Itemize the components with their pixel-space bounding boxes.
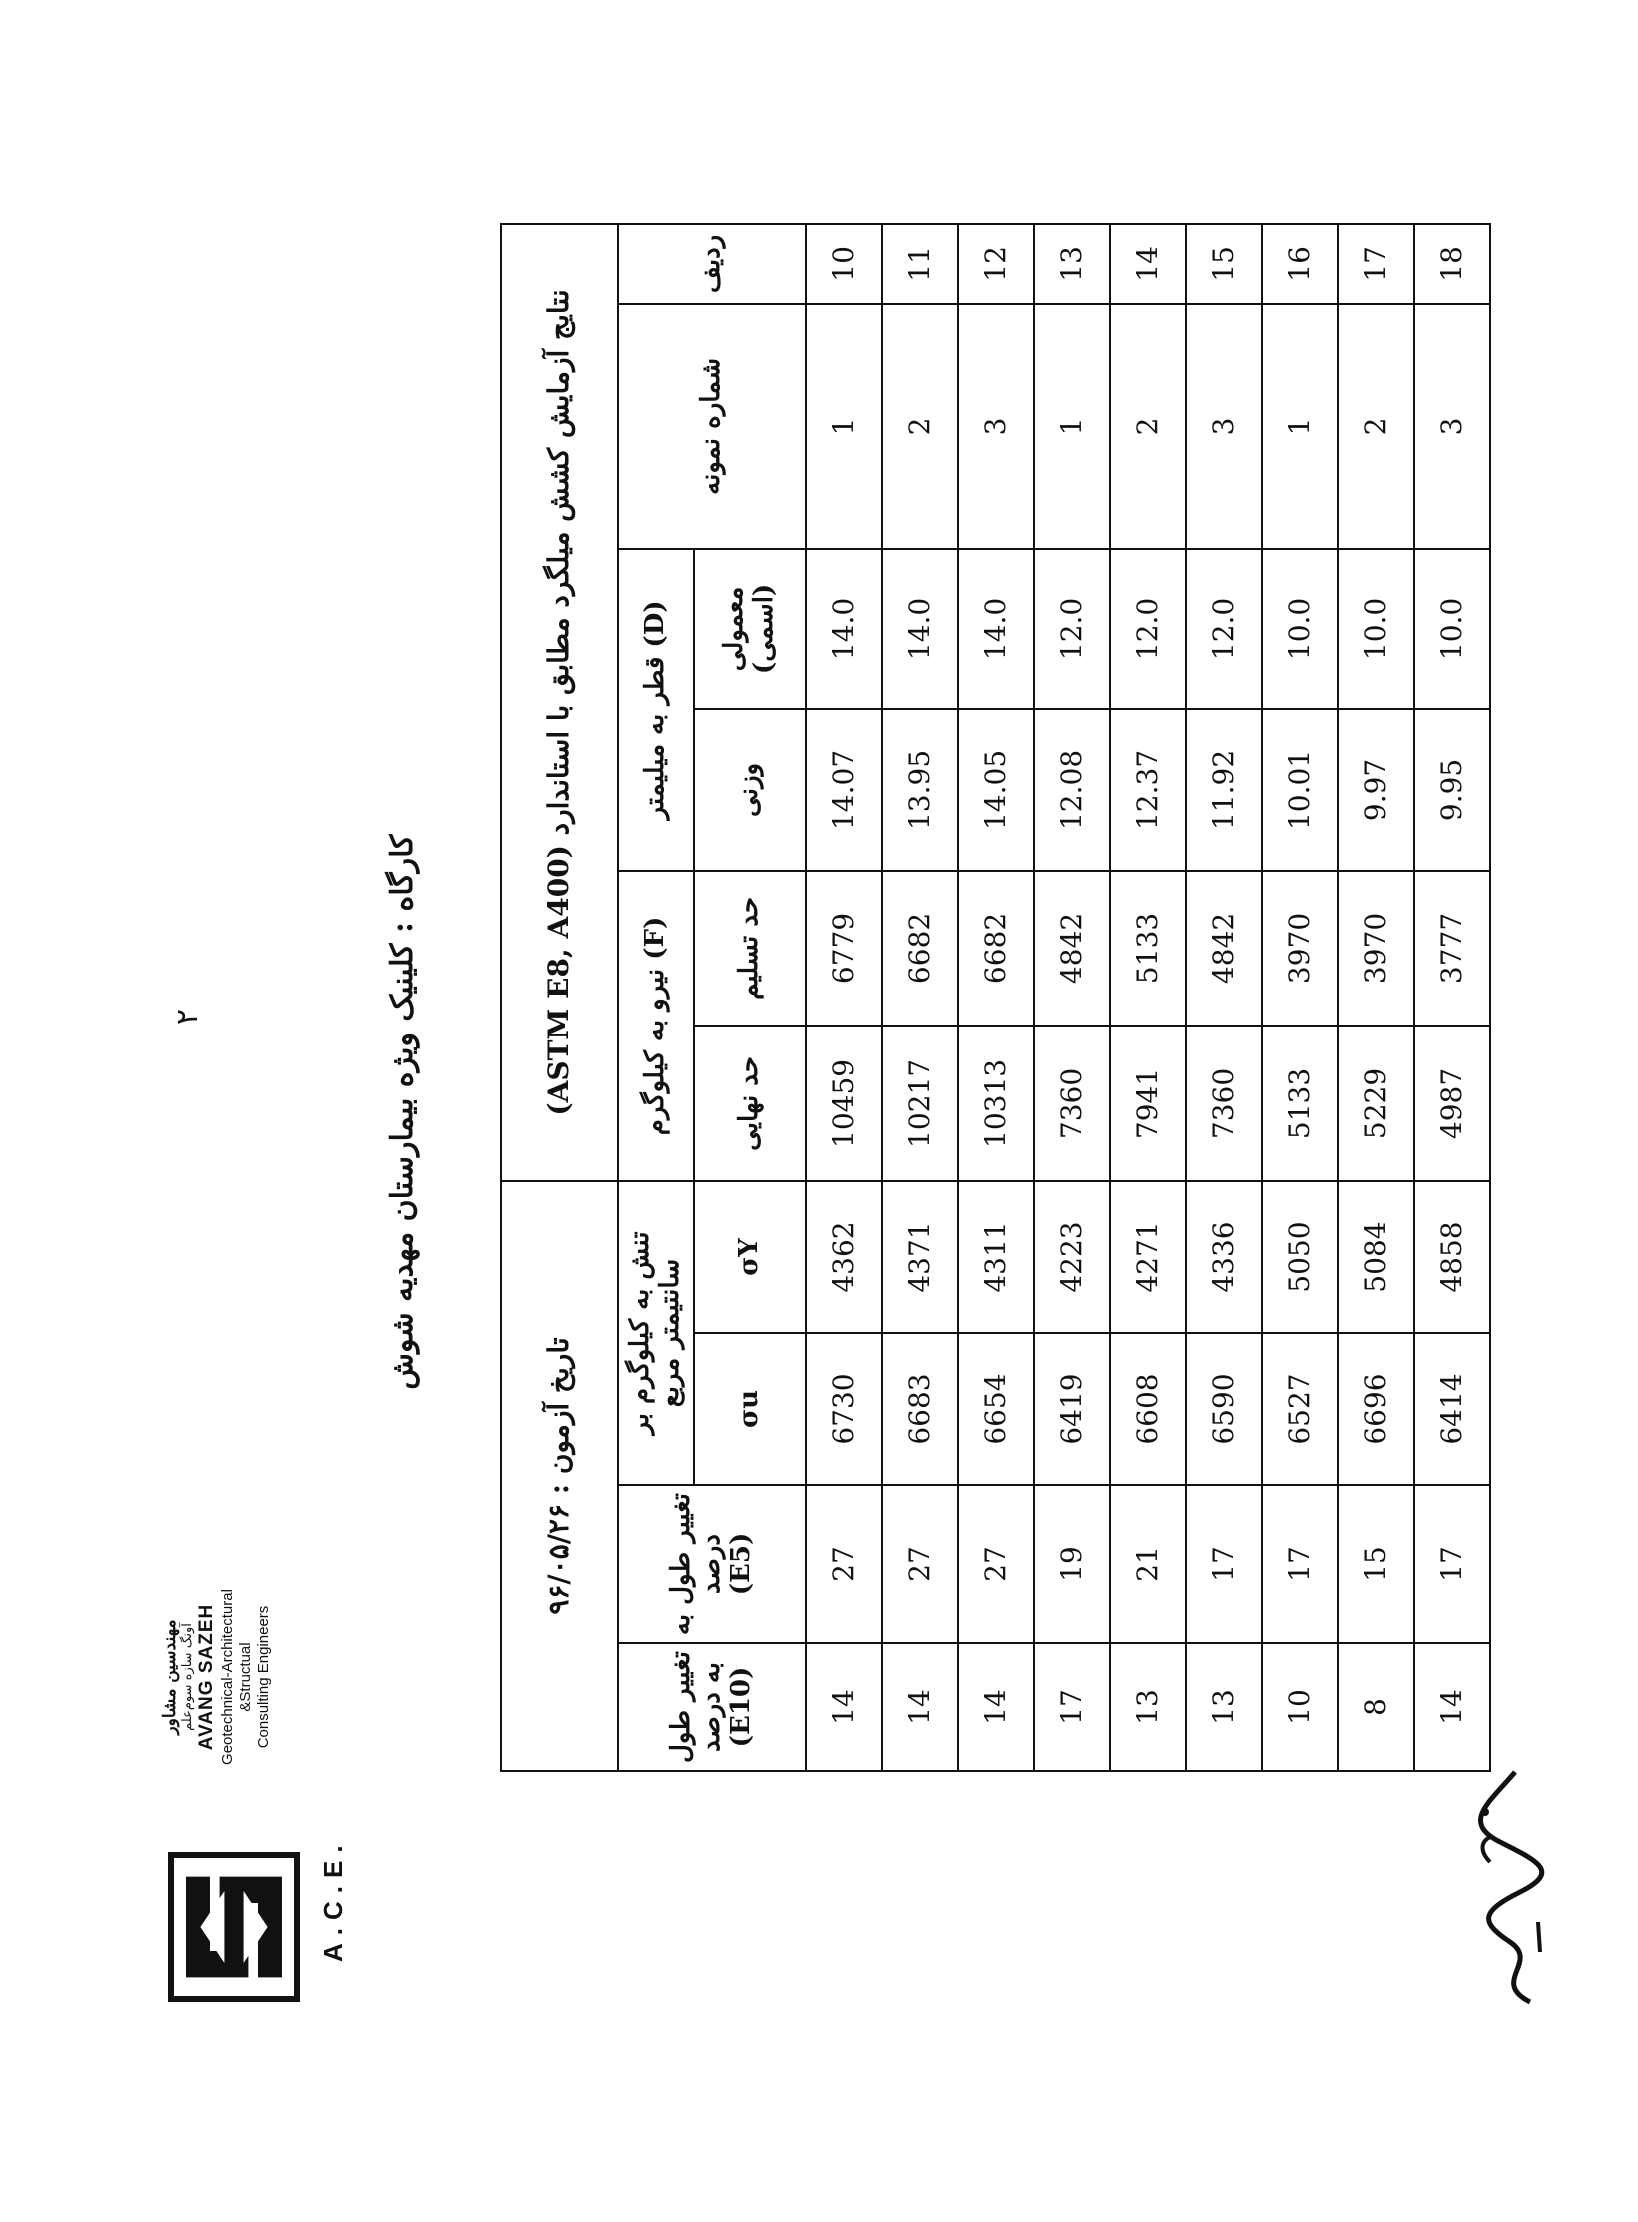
cell-weight: 10.01 bbox=[1262, 709, 1338, 871]
cell-yield: 4842 bbox=[1034, 871, 1110, 1026]
col-e10-header bbox=[618, 1643, 806, 1771]
cell-nominal: 12.0 bbox=[1186, 549, 1262, 709]
cell-weight: 9.95 bbox=[1414, 709, 1490, 871]
test-date-cell: تاریخ آزمون : ۹۶/۰۵/۲۶ bbox=[501, 1181, 618, 1771]
table-row bbox=[1262, 224, 1338, 1771]
cell-nominal: 12.0 bbox=[1110, 549, 1186, 709]
document-title: کارگاه : کلینیک ویژه بیمارستان مهدیه شوش bbox=[385, 834, 420, 1390]
cell-nominal: 14.0 bbox=[958, 549, 1034, 709]
cell-sample: 3 bbox=[958, 304, 1034, 549]
table-row bbox=[1414, 224, 1490, 1771]
page-number: ۲ bbox=[170, 1008, 205, 1026]
cell-weight: 11.92 bbox=[1186, 709, 1262, 871]
cell-yield: 3777 bbox=[1414, 871, 1490, 1026]
table-body bbox=[806, 224, 1490, 1771]
cell-sy: 5084 bbox=[1338, 1181, 1414, 1333]
cell-ultimate: 10217 bbox=[882, 1026, 958, 1181]
cell-sample: 3 bbox=[1186, 304, 1262, 549]
table-row bbox=[1338, 224, 1414, 1771]
col-sigma-y-header: σY bbox=[694, 1181, 806, 1333]
cell-yield: 3970 bbox=[1262, 871, 1338, 1026]
col-row-header: ردیف bbox=[618, 224, 806, 304]
cell-su: 6683 bbox=[882, 1333, 958, 1485]
cell-yield: 5133 bbox=[1110, 871, 1186, 1026]
cell-su: 6414 bbox=[1414, 1333, 1490, 1485]
cell-nominal: 10.0 bbox=[1338, 549, 1414, 709]
cell-nominal: 10.0 bbox=[1414, 549, 1490, 709]
cell-weight: 14.05 bbox=[958, 709, 1034, 871]
col-e10-label: تغییر طول به درصد bbox=[666, 1651, 727, 1763]
cell-su: 6419 bbox=[1034, 1333, 1110, 1485]
table-row bbox=[958, 224, 1034, 1771]
cell-e5: 17 bbox=[1414, 1485, 1490, 1643]
cell-sample: 3 bbox=[1414, 304, 1490, 549]
cell-e10: 8 bbox=[1338, 1643, 1414, 1771]
cell-sy: 4311 bbox=[958, 1181, 1034, 1333]
cell-su: 6696 bbox=[1338, 1333, 1414, 1485]
cell-su: 6654 bbox=[958, 1333, 1034, 1485]
cell-e10: 14 bbox=[958, 1643, 1034, 1771]
col-sample-header: شماره نمونه bbox=[618, 304, 806, 549]
cell-e10: 14 bbox=[882, 1643, 958, 1771]
cell-row: 17 bbox=[1338, 224, 1414, 304]
company-name-en: AVANG SAZEH bbox=[195, 1603, 217, 1751]
table-header-title-row bbox=[501, 224, 618, 1771]
col-e5-symbol: (E5) bbox=[725, 1532, 756, 1596]
cell-e5: 19 bbox=[1034, 1485, 1110, 1643]
cell-e5: 21 bbox=[1110, 1485, 1186, 1643]
col-nominal-header: معمولی (اسمی) bbox=[694, 549, 806, 709]
cell-sy: 4858 bbox=[1414, 1181, 1490, 1333]
cell-sample: 1 bbox=[806, 304, 882, 549]
cell-nominal: 14.0 bbox=[882, 549, 958, 709]
cell-sample: 2 bbox=[1110, 304, 1186, 549]
cell-e10: 17 bbox=[1034, 1643, 1110, 1771]
company-line-2: &Structual bbox=[236, 1642, 254, 1712]
company-line-3: Consulting Engineers bbox=[254, 1605, 272, 1749]
cell-e5: 27 bbox=[882, 1485, 958, 1643]
logo-mark-icon bbox=[174, 1858, 294, 1996]
cell-yield: 6682 bbox=[958, 871, 1034, 1026]
cell-ultimate: 10313 bbox=[958, 1026, 1034, 1181]
cell-e5: 17 bbox=[1186, 1485, 1262, 1643]
col-ultimate-header: حد نهایی bbox=[694, 1026, 806, 1181]
cell-sample: 2 bbox=[882, 304, 958, 549]
table-row bbox=[1186, 224, 1262, 1771]
table-row bbox=[1110, 224, 1186, 1771]
cell-su: 6608 bbox=[1110, 1333, 1186, 1485]
cell-weight: 12.08 bbox=[1034, 709, 1110, 871]
cell-weight: 12.37 bbox=[1110, 709, 1186, 871]
cell-row: 14 bbox=[1110, 224, 1186, 304]
cell-yield: 6682 bbox=[882, 871, 958, 1026]
cell-e10: 13 bbox=[1110, 1643, 1186, 1771]
cell-yield: 4842 bbox=[1186, 871, 1262, 1026]
cell-sy: 4271 bbox=[1110, 1181, 1186, 1333]
cell-ultimate: 4987 bbox=[1414, 1026, 1490, 1181]
cell-weight: 13.95 bbox=[882, 709, 958, 871]
cell-row: 16 bbox=[1262, 224, 1338, 304]
cell-su: 6730 bbox=[806, 1333, 882, 1485]
cell-sample: 1 bbox=[1262, 304, 1338, 549]
cell-ultimate: 7941 bbox=[1110, 1026, 1186, 1181]
cell-e10: 14 bbox=[806, 1643, 882, 1771]
table-row bbox=[882, 224, 958, 1771]
cell-ultimate: 5229 bbox=[1338, 1026, 1414, 1181]
cell-row: 10 bbox=[806, 224, 882, 304]
cell-sy: 4371 bbox=[882, 1181, 958, 1333]
cell-ultimate: 7360 bbox=[1034, 1026, 1110, 1181]
cell-e10: 13 bbox=[1186, 1643, 1262, 1771]
col-sigma-u-header: σu bbox=[694, 1333, 806, 1485]
cell-nominal: 10.0 bbox=[1262, 549, 1338, 709]
cell-e5: 15 bbox=[1338, 1485, 1414, 1643]
cell-yield: 3970 bbox=[1338, 871, 1414, 1026]
cell-row: 15 bbox=[1186, 224, 1262, 304]
cell-sy: 4362 bbox=[806, 1181, 882, 1333]
cell-weight: 14.07 bbox=[806, 709, 882, 871]
company-name-fa: مهندسین مشاور bbox=[160, 1619, 180, 1735]
signature-mark-icon bbox=[1460, 1752, 1560, 2012]
cell-weight: 9.97 bbox=[1338, 709, 1414, 871]
col-weight-header: وزنی bbox=[694, 709, 806, 871]
company-logo bbox=[168, 1852, 300, 2002]
cell-sample: 1 bbox=[1034, 304, 1110, 549]
cell-e10: 10 bbox=[1262, 1643, 1338, 1771]
cell-row: 11 bbox=[882, 224, 958, 304]
cell-ultimate: 5133 bbox=[1262, 1026, 1338, 1181]
header-subtitle-cell: نتایج آزمایش کشش میلگرد مطابق با استاندارد (ASTM E8, A400) bbox=[501, 224, 618, 1181]
cell-ultimate: 10459 bbox=[806, 1026, 882, 1181]
col-e5-header bbox=[618, 1485, 806, 1643]
col-yield-header: حد تسلیم bbox=[694, 871, 806, 1026]
col-force-header: (F) نیرو به کیلوگرم bbox=[618, 871, 694, 1181]
cell-yield: 6779 bbox=[806, 871, 882, 1026]
company-name-fa2: آونگ سازه سوم‌علم bbox=[180, 1623, 196, 1731]
cell-sy: 4336 bbox=[1186, 1181, 1262, 1333]
col-stress-header: تنش به کیلوگرم بر سانتیمتر مربع bbox=[618, 1181, 694, 1485]
cell-sy: 4223 bbox=[1034, 1181, 1110, 1333]
company-line-1: Geotechnical-Architectural bbox=[218, 1589, 236, 1765]
col-e5-label: تغییر طول به درصد bbox=[666, 1492, 727, 1636]
cell-e5: 27 bbox=[958, 1485, 1034, 1643]
tensile-test-table bbox=[500, 223, 1491, 1772]
table-header-row bbox=[618, 224, 694, 1771]
signature bbox=[1460, 1752, 1560, 2012]
company-abbr: A.C.E. bbox=[318, 1837, 348, 1962]
cell-sample: 2 bbox=[1338, 304, 1414, 549]
cell-e10: 14 bbox=[1414, 1643, 1490, 1771]
cell-su: 6527 bbox=[1262, 1333, 1338, 1485]
cell-nominal: 14.0 bbox=[806, 549, 882, 709]
cell-ultimate: 7360 bbox=[1186, 1026, 1262, 1181]
cell-nominal: 12.0 bbox=[1034, 549, 1110, 709]
table-row bbox=[806, 224, 882, 1771]
cell-row: 18 bbox=[1414, 224, 1490, 304]
company-name-block bbox=[160, 1512, 273, 1842]
cell-row: 12 bbox=[958, 224, 1034, 304]
cell-sy: 5050 bbox=[1262, 1181, 1338, 1333]
cell-e5: 17 bbox=[1262, 1485, 1338, 1643]
table-row bbox=[1034, 224, 1110, 1771]
cell-e5: 27 bbox=[806, 1485, 882, 1643]
cell-row: 13 bbox=[1034, 224, 1110, 304]
col-e10-symbol: (E10) bbox=[725, 1666, 756, 1748]
col-diameter-header: (D) قطر به میلیمتر bbox=[618, 549, 694, 871]
cell-su: 6590 bbox=[1186, 1333, 1262, 1485]
